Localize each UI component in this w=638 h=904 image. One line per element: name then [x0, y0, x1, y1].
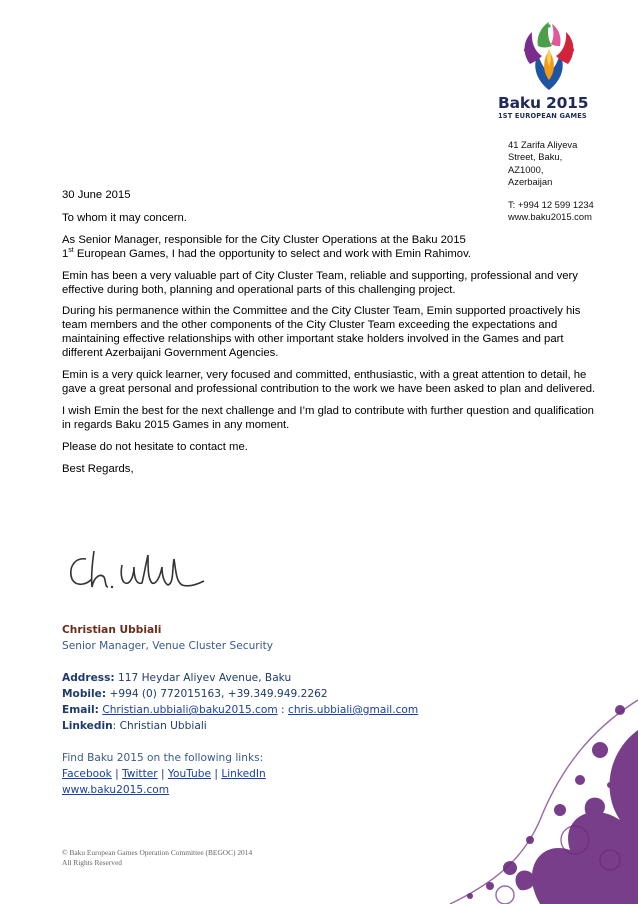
- sender-role: Senior Manager, Venue Cluster Security: [62, 640, 274, 652]
- copyright-text: © Baku European Games Operation Committee (BEGOC) 2014: [62, 848, 253, 857]
- mobile-value: +994 (0) 772015163, +39.349.949.2262: [106, 688, 328, 700]
- website-text: www.baku2015.com: [508, 211, 592, 223]
- logo-title: Baku 2015: [498, 94, 589, 112]
- linkedin-value: : Christian Ubbiali: [112, 720, 207, 732]
- linkedin-label: Linkedin: [62, 720, 113, 732]
- linkedin-link[interactable]: LinkedIn: [221, 768, 266, 780]
- footer: [62, 848, 252, 868]
- handwritten-signature-icon: [64, 545, 214, 600]
- paragraph-2: Emin has been a very valuable part of City Cluster Team, reliable and supporting, professional and very effective during both, planning and operational parts of this challenging project.: [62, 269, 578, 296]
- link-separator: |: [211, 768, 222, 780]
- paragraph-1-text-a: As Senior Manager, responsible for the City Cluster Operations at the Baku 2015: [62, 233, 466, 246]
- mobile-label: Mobile:: [62, 688, 107, 700]
- ordinal-suffix: st: [68, 246, 74, 254]
- email-label: Email:: [62, 704, 99, 716]
- facebook-link[interactable]: Facebook: [62, 768, 112, 780]
- paragraph-1-text-b: European Games, I had the opportunity to select and work with Emin Rahimov.: [73, 247, 472, 260]
- rights-text: All Rights Reserved: [62, 858, 122, 867]
- find-links-text: Find Baku 2015 on the following links:: [62, 752, 264, 764]
- email-link-personal[interactable]: chris.ubbiali@gmail.com: [288, 704, 419, 716]
- paragraph-3: During his permanence within the Committee and the City Cluster Team, Emin supported proactively his team members and the other components of the City Cluster Team exceeding the expectations and maintaining effective relationships with other important stake holders involved in the Games and part different Azerbaijani Government Agencies.: [62, 305, 581, 360]
- logo-subtitle: 1ST EUROPEAN GAMES: [498, 112, 587, 120]
- linkedin-row: [62, 718, 418, 734]
- paragraph-1: [62, 234, 602, 262]
- address-line: Azerbaijan: [508, 175, 553, 187]
- sender-name: Christian Ubbiali: [62, 624, 162, 636]
- ordinal-number: 1: [62, 247, 69, 260]
- email-separator: :: [277, 704, 288, 716]
- paragraph-4: Emin is a very quick learner, very focused and committed, enthusiastic, with a great attention to detail, he gave a great personal and professional contribution to the work we have been asked to plan and delivered.: [62, 369, 596, 395]
- address-row: [62, 670, 418, 686]
- website-link[interactable]: www.baku2015.com: [62, 784, 170, 796]
- email-link-work[interactable]: Christian.ubbiali@baku2015.com: [102, 704, 278, 716]
- link-separator: |: [111, 768, 123, 780]
- link-separator: |: [157, 768, 168, 780]
- address-line: Street, Baku,: [508, 151, 563, 163]
- phone-number: T: +994 12 599 1234: [508, 199, 594, 211]
- salutation: To whom it may concern.: [62, 211, 187, 224]
- contact-block: [62, 622, 418, 798]
- mobile-row: [62, 686, 418, 702]
- address-label: Address:: [62, 672, 115, 684]
- email-row: [62, 702, 418, 718]
- paragraph-6: Please do not hesitate to contact me.: [62, 440, 248, 453]
- address-line: 41 Zarifa Aliyeva: [508, 139, 578, 150]
- flame-emblem-icon: [514, 20, 584, 92]
- youtube-link[interactable]: YouTube: [167, 768, 211, 780]
- decorative-ornament-icon: [410, 690, 638, 904]
- social-links: [62, 766, 418, 782]
- letter-body: [62, 189, 602, 485]
- address-line: AZ1000,: [508, 163, 544, 175]
- letter-date: 30 June 2015: [62, 189, 131, 201]
- twitter-link[interactable]: Twitter: [122, 768, 158, 780]
- signature: [64, 545, 214, 605]
- paragraph-5: I wish Emin the best for the next challenge and I’m glad to contribute with further question and qualification in regards Baku 2015 Games in any moment.: [62, 404, 594, 431]
- closing: Best Regards,: [62, 462, 134, 475]
- address-value: 117 Heydar Aliyev Avenue, Baku: [114, 672, 292, 684]
- baku-2015-logo: [498, 20, 604, 120]
